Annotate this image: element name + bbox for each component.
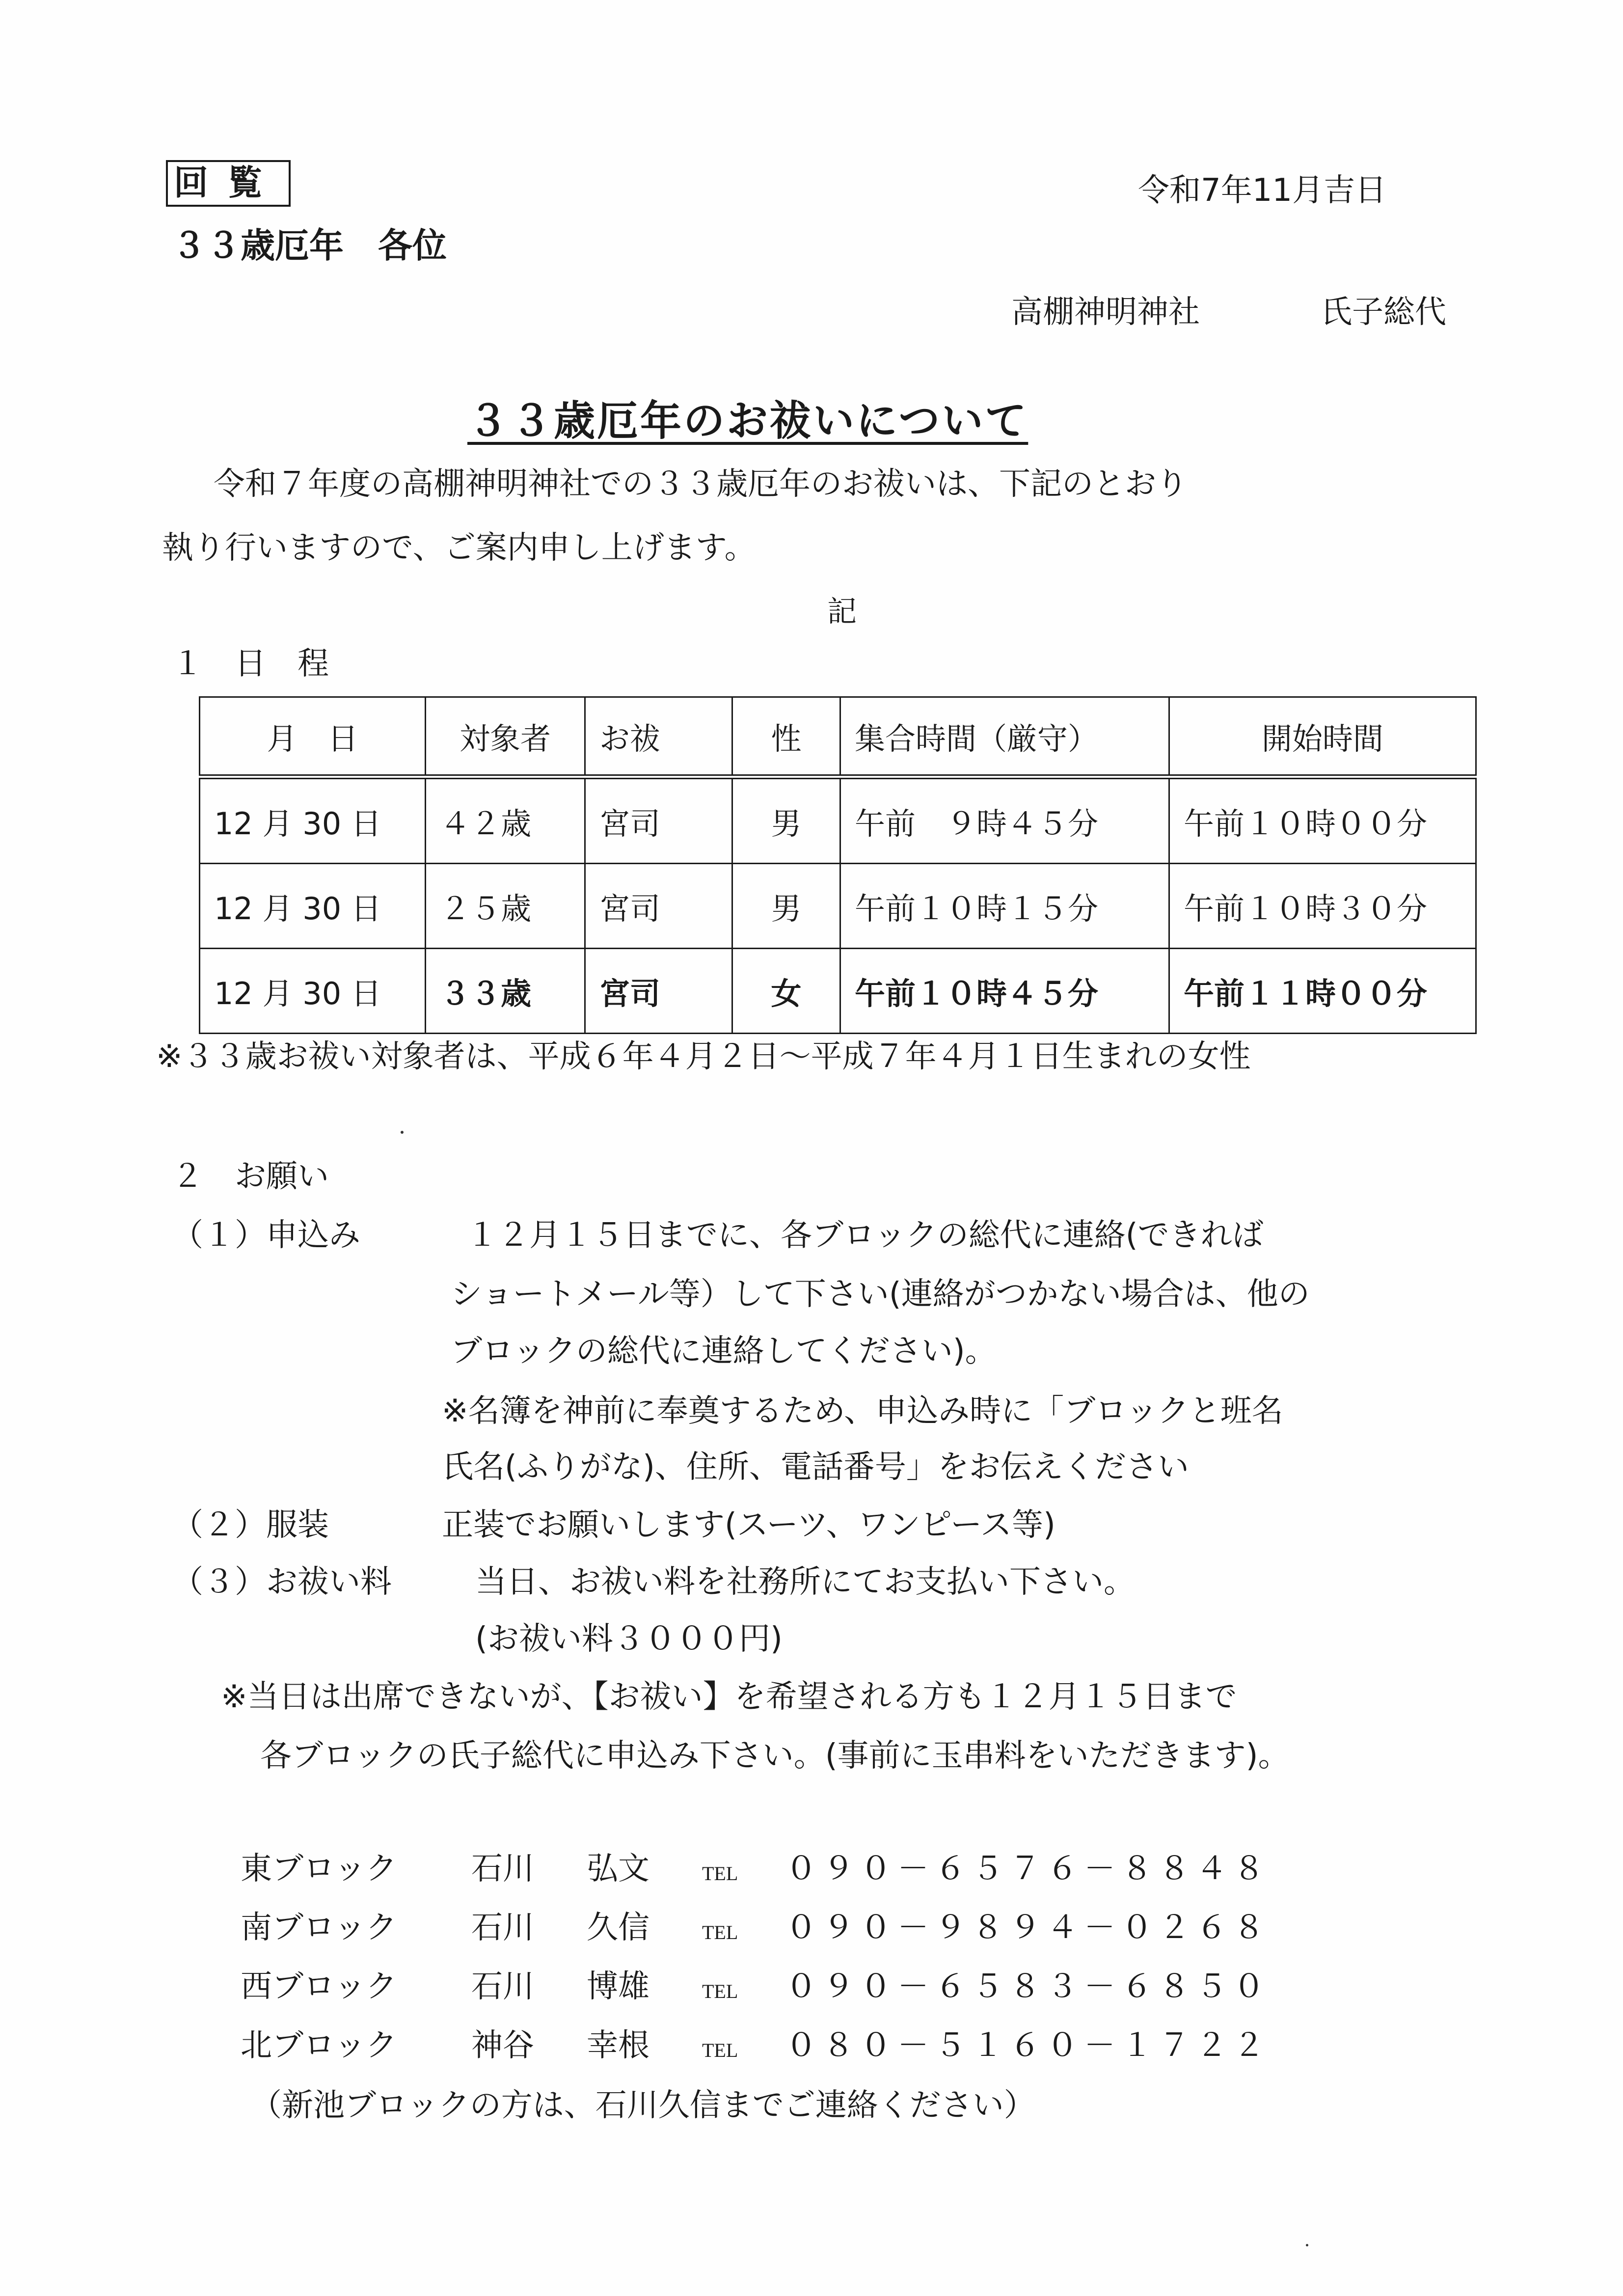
contact-phone: ０８０－５１６０－１７２２ [785, 2027, 1271, 2064]
item3-text: 当日、お祓い料を社務所にてお支払い下さい。 [475, 1564, 1135, 1600]
contact-given-name: 博雄 [587, 1968, 649, 2005]
table-row-highlighted [200, 949, 1476, 1034]
sender-shrine: 高棚神明神社 [1011, 294, 1200, 330]
contact-given-name: 久信 [587, 1910, 649, 1946]
cell-officiant: 宮司 [585, 777, 732, 864]
col-header-sex: 性 [732, 697, 840, 777]
issue-date: 令和7年11月吉日 [1138, 172, 1387, 209]
cell-officiant: 宮司 [585, 864, 732, 949]
intro-line-2: 執り行いますので、ご案内申し上げます。 [162, 530, 756, 566]
schedule-header-row [200, 697, 1476, 777]
contact-surname: 石川 [471, 1851, 534, 1887]
col-header-assembly-time: 集合時間（厳守） [840, 697, 1169, 777]
contact-note: （新池ブロックの方は、石川久信までご連絡ください） [250, 2087, 1035, 2124]
cell-sex: 男 [732, 777, 840, 864]
col-header-start-time: 開始時間 [1169, 697, 1476, 777]
contact-surname: 神谷 [471, 2027, 534, 2064]
cell-sex: 女 [732, 949, 840, 1034]
cell-date: 12 月 30 日 [200, 864, 426, 949]
contact-given-name: 弘文 [587, 1851, 649, 1887]
cell-target: ２５歳 [426, 864, 585, 949]
item3-fee: (お祓い料３０００円) [475, 1621, 783, 1657]
tel-label: TEL [702, 2039, 738, 2061]
col-header-date: 月 日 [200, 697, 426, 777]
cell-assembly-time: 午前 ９時４５分 [840, 777, 1169, 864]
contact-surname: 石川 [471, 1910, 534, 1946]
stray-mark [401, 1131, 404, 1134]
cell-assembly-time: 午前１０時１５分 [840, 864, 1169, 949]
item1-label: （１）申込み [172, 1217, 360, 1254]
contact-block: 東ブロック [241, 1851, 397, 1887]
cell-sex: 男 [732, 864, 840, 949]
page-title: ３３歳厄年のお祓いについて [467, 397, 1028, 445]
schedule-table [199, 696, 1477, 1034]
item1-line-2: ショートメール等）して下さい(連絡がつかない場合は、他の [451, 1276, 1310, 1312]
kairan-badge: 回覧 [166, 160, 291, 207]
cell-assembly-time: 午前１０時４５分 [840, 949, 1169, 1034]
item1-note-1: ※名簿を神前に奉奠するため、申込み時に「ブロックと班名 [442, 1393, 1283, 1429]
absent-note-1: ※当日は出席できないが、【お祓い】を希望される方も１２月１５日まで [221, 1679, 1237, 1715]
tel-label: TEL [702, 1921, 738, 1943]
recipient-line: ３３歳厄年 各位 [172, 225, 447, 266]
cell-date: 12 月 30 日 [200, 949, 426, 1034]
cell-target: ４２歳 [426, 777, 585, 864]
cell-start-time: 午前１０時３０分 [1169, 864, 1476, 949]
cell-start-time: 午前１１時００分 [1169, 949, 1476, 1034]
cell-date: 12 月 30 日 [200, 777, 426, 864]
cell-start-time: 午前１０時００分 [1169, 777, 1476, 864]
contact-block: 南ブロック [241, 1910, 397, 1946]
contact-surname: 石川 [471, 1968, 534, 2005]
col-header-target: 対象者 [426, 697, 585, 777]
ki-label: 記 [827, 595, 857, 629]
item2-label: （２）服装 [172, 1507, 329, 1543]
table-row [200, 777, 1476, 864]
item1-line-1: １２月１５日までに、各ブロックの総代に連絡(できれば [466, 1217, 1264, 1254]
intro-line-1: 令和７年度の高棚神明神社での３３歳厄年のお祓いは、下記のとおり [214, 466, 1188, 502]
contact-block: 北ブロック [241, 2027, 397, 2064]
sender-role: 氏子総代 [1321, 294, 1446, 330]
cell-officiant: 宮司 [585, 949, 732, 1034]
contact-given-name: 幸根 [587, 2027, 649, 2064]
contact-phone: ０９０－９８９４－０２６８ [785, 1910, 1271, 1946]
stray-mark [1306, 2244, 1308, 2246]
section2-heading: ２ お願い [172, 1158, 329, 1195]
item1-note-2: 氏名(ふりがな)、住所、電話番号」をお伝えください [442, 1449, 1189, 1485]
section1-heading: １ 日 程 [172, 646, 329, 682]
contact-block: 西ブロック [241, 1968, 397, 2005]
tel-label: TEL [702, 1862, 738, 1885]
item1-line-3: ブロックの総代に連絡してください)。 [451, 1333, 997, 1369]
absent-note-2: 各ブロックの氏子総代に申込み下さい。(事前に玉串料をいただきます)。 [260, 1738, 1290, 1774]
col-header-officiant: お祓 [585, 697, 732, 777]
table-row [200, 864, 1476, 949]
contact-phone: ０９０－６５８３－６８５０ [785, 1968, 1271, 2005]
tel-label: TEL [702, 1980, 738, 2002]
item2-text: 正装でお願いします(スーツ、ワンピース等) [442, 1507, 1055, 1543]
eligibility-note: ※３３歳お祓い対象者は、平成６年４月２日～平成７年４月１日生まれの女性 [156, 1039, 1251, 1075]
cell-target: ３３歳 [426, 949, 585, 1034]
contact-phone: ０９０－６５７６－８８４８ [785, 1851, 1271, 1887]
item3-label: （３）お祓い料 [172, 1564, 392, 1600]
